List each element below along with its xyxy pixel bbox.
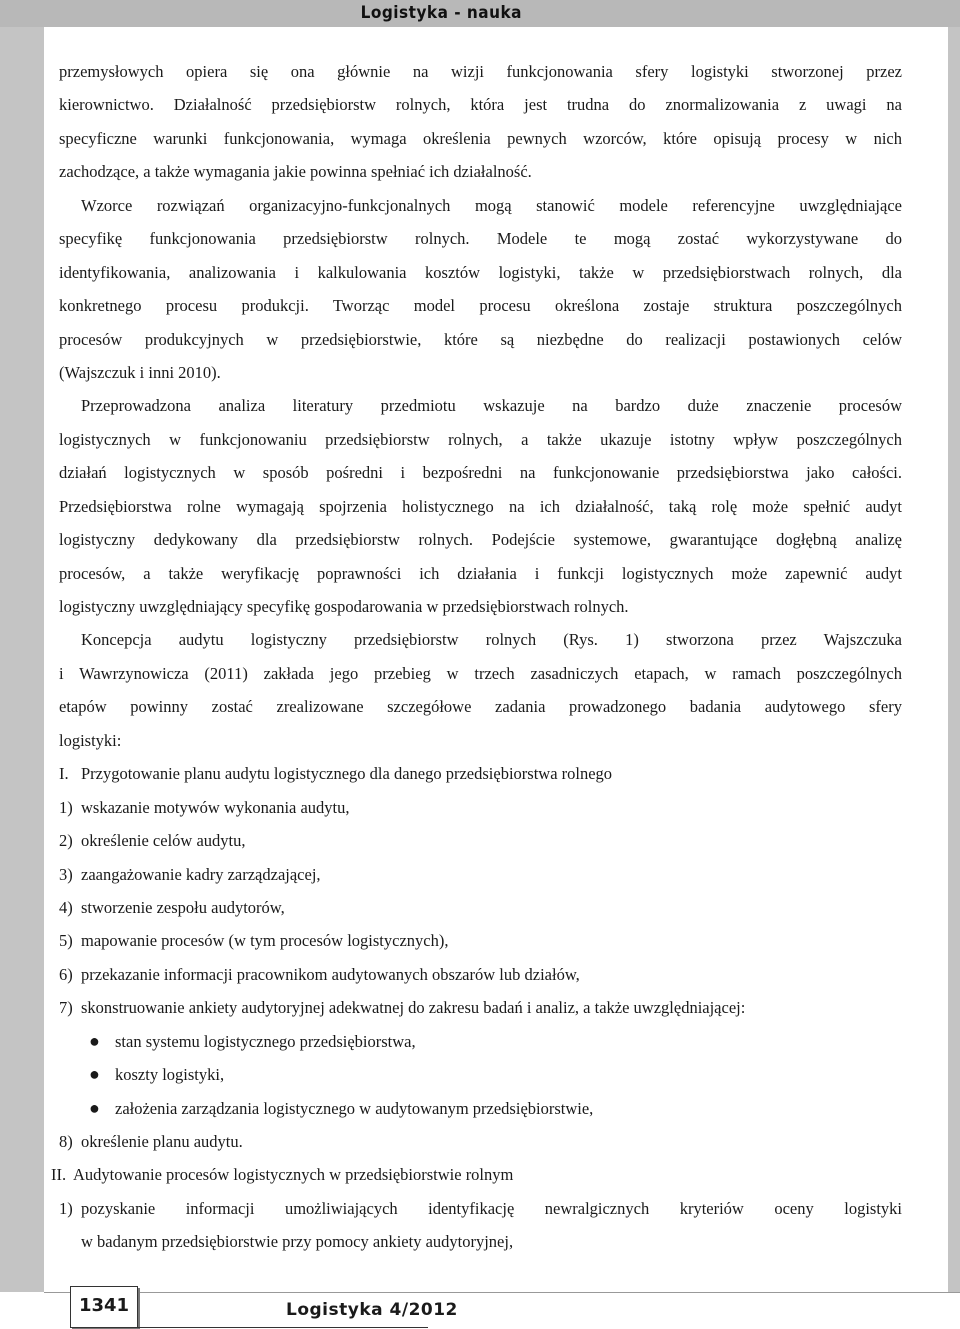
list-item-text: skonstruowanie ankiety audytoryjnej adekwatnej do zakresu badań i analiz, a także uwzględniającej: bbox=[81, 998, 746, 1018]
list-item bbox=[59, 958, 902, 991]
list-item-text: przekazanie informacji pracownikom audytowanych obszarów lub działów, bbox=[81, 964, 580, 984]
stage-heading bbox=[59, 757, 902, 790]
list-item-number: 7) bbox=[59, 998, 73, 1018]
stage-number: I. bbox=[59, 764, 69, 784]
left-margin-strip bbox=[0, 27, 44, 1292]
list-item bbox=[59, 791, 902, 824]
list-item-text: stworzenie zespołu audytorów, bbox=[81, 897, 285, 917]
list-item-text: pozyskanie informacji umożliwiających identyfikację newralgicznych kryteriów oceny logistyki bbox=[81, 1198, 902, 1218]
list-item-number: 5) bbox=[59, 931, 73, 951]
list-item-number: 1) bbox=[59, 1198, 73, 1218]
text-line: logistyki: bbox=[59, 730, 122, 750]
text-line: zachodzące, a także wymagania jakie powinna spełniać ich działalność. bbox=[59, 162, 532, 182]
list-item-text: mapowanie procesów (w tym procesów logistycznych), bbox=[81, 931, 449, 951]
bullet-item bbox=[59, 1092, 902, 1125]
text-line: procesów, a także weryfikację poprawności ich działania i funkcji logistycznych może zapewnić audyt bbox=[59, 563, 902, 583]
list-item bbox=[59, 991, 902, 1024]
list-item bbox=[59, 1192, 902, 1225]
text-line: (Wajszczuk i inni 2010). bbox=[59, 362, 221, 382]
text-line: Koncepcja audytu logistyczny przedsiębiorstw rolnych (Rys. 1) stworzona przez Wajszczuka bbox=[81, 630, 902, 650]
text-line: identyfikowania, analizowania i kalkulowania kosztów logistyki, także w przedsiębiorstwach rolnych, dla bbox=[59, 262, 902, 282]
journal-underline bbox=[138, 1327, 428, 1328]
list-item bbox=[59, 1125, 902, 1158]
list-item-continuation bbox=[59, 1225, 902, 1258]
list-item-text: zaangażowanie kadry zarządzającej, bbox=[81, 864, 321, 884]
list-item-number: 6) bbox=[59, 964, 73, 984]
running-header bbox=[0, 0, 960, 27]
list-item bbox=[59, 891, 902, 924]
text-line: logistycznych w funkcjonowaniu przedsiębiorstw rolnych, a także ukazuje istotny wpływ poszczególnych bbox=[59, 429, 902, 449]
text-line: specyficzne warunki funkcjonowania, wymaga określenia pewnych wzorców, które opisują procesy w nich bbox=[59, 128, 902, 148]
bullet-icon: ● bbox=[89, 1064, 100, 1085]
list-item bbox=[59, 824, 902, 857]
text-line: konkretnego procesu produkcji. Tworząc model procesu określona zostaje struktura poszczególnych bbox=[59, 296, 902, 316]
text-line: etapów powinny zostać zrealizowane szczegółowe zadania prowadzonego badania audytowego sfery bbox=[59, 697, 902, 717]
bullet-item bbox=[59, 1025, 902, 1058]
footer-divider bbox=[44, 1292, 960, 1293]
list-item-number: 8) bbox=[59, 1132, 73, 1151]
bullet-icon: ● bbox=[89, 1030, 100, 1051]
list-item-text: w badanym przedsiębiorstwie przy pomocy ankiety audytoryjnej, bbox=[81, 1232, 514, 1252]
list-item-number: 2) bbox=[59, 831, 73, 851]
page-body bbox=[51, 55, 902, 1259]
text-line: Wzorce rozwiązań organizacyjno-funkcjonalnych mogą stanowić modele referencyjne uwzględniające bbox=[81, 195, 902, 215]
list-item-text: wskazanie motywów wykonania audytu, bbox=[81, 797, 350, 817]
bullet-text: założenia zarządzania logistycznego w audytowanym przedsiębiorstwie, bbox=[115, 1098, 594, 1118]
stage-heading bbox=[51, 1158, 902, 1191]
page-number-box bbox=[70, 1286, 138, 1328]
text-line: logistyczny uwzględniający specyfikę gospodarowania w przedsiębiorstwach rolnych. bbox=[59, 597, 629, 616]
text-line: działań logistycznych w sposób pośredni i bezpośredni na funkcjonowanie przedsiębiorstwa jako całości. bbox=[59, 463, 902, 483]
list-item-text: określenie planu audytu. bbox=[81, 1132, 243, 1151]
text-line: Przedsiębiorstwa rolne wymagają spojrzenia holistycznego na ich działalność, taką rolę może spełnić audyt bbox=[59, 496, 902, 516]
text-line: i Wawrzynowicza (2011) zakłada jego przebieg w trzech zasadniczych etapach, w ramach poszczególnych bbox=[59, 663, 902, 683]
bullet-item bbox=[59, 1058, 902, 1091]
text-line: Przeprowadzona analiza literatury przedmiotu wskazuje na bardzo duże znaczenie procesów bbox=[81, 396, 902, 416]
stage-title: Przygotowanie planu audytu logistycznego dla danego przedsiębiorstwa rolnego bbox=[81, 764, 613, 784]
stage-title: Audytowanie procesów logistycznych w przedsiębiorstwie rolnym bbox=[73, 1165, 514, 1185]
list-item-number: 3) bbox=[59, 864, 73, 884]
list-item bbox=[59, 858, 902, 891]
text-line: przemysłowych opiera się ona głównie na wizji funkcjonowania sfery logistyki stworzonej przez bbox=[59, 62, 902, 81]
bullet-text: stan systemu logistycznego przedsiębiorstwa, bbox=[115, 1031, 416, 1051]
right-margin-strip bbox=[948, 27, 960, 1292]
journal-name: Logistyka 4/2012 bbox=[286, 1300, 458, 1320]
bullet-icon: ● bbox=[89, 1097, 100, 1118]
text-line: kierownictwo. Działalność przedsiębiorstw rolnych, która jest trudna do znormalizowania z uwagi na bbox=[59, 95, 902, 115]
text-line: specyfikę funkcjonowania przedsiębiorstw rolnych. Modele te mogą zostać wykorzystywane do bbox=[59, 229, 902, 249]
list-item-number: 4) bbox=[59, 897, 73, 917]
text-line: procesów produkcyjnych w przedsiębiorstwie, które są niezbędne do realizacji postawionych celów bbox=[59, 329, 902, 349]
running-header-title: Logistyka - nauka bbox=[360, 3, 522, 23]
text-line: logistyczny dedykowany dla przedsiębiorstw rolnych. Podejście systemowe, gwarantujące dogłębną analizę bbox=[59, 530, 902, 550]
stage-number: II. bbox=[51, 1165, 67, 1185]
list-item-text: określenie celów audytu, bbox=[81, 831, 246, 851]
list-item bbox=[59, 924, 902, 957]
bullet-text: koszty logistyki, bbox=[115, 1065, 225, 1085]
page-number: 1341 bbox=[78, 1295, 130, 1316]
list-item-number: 1) bbox=[59, 797, 73, 817]
